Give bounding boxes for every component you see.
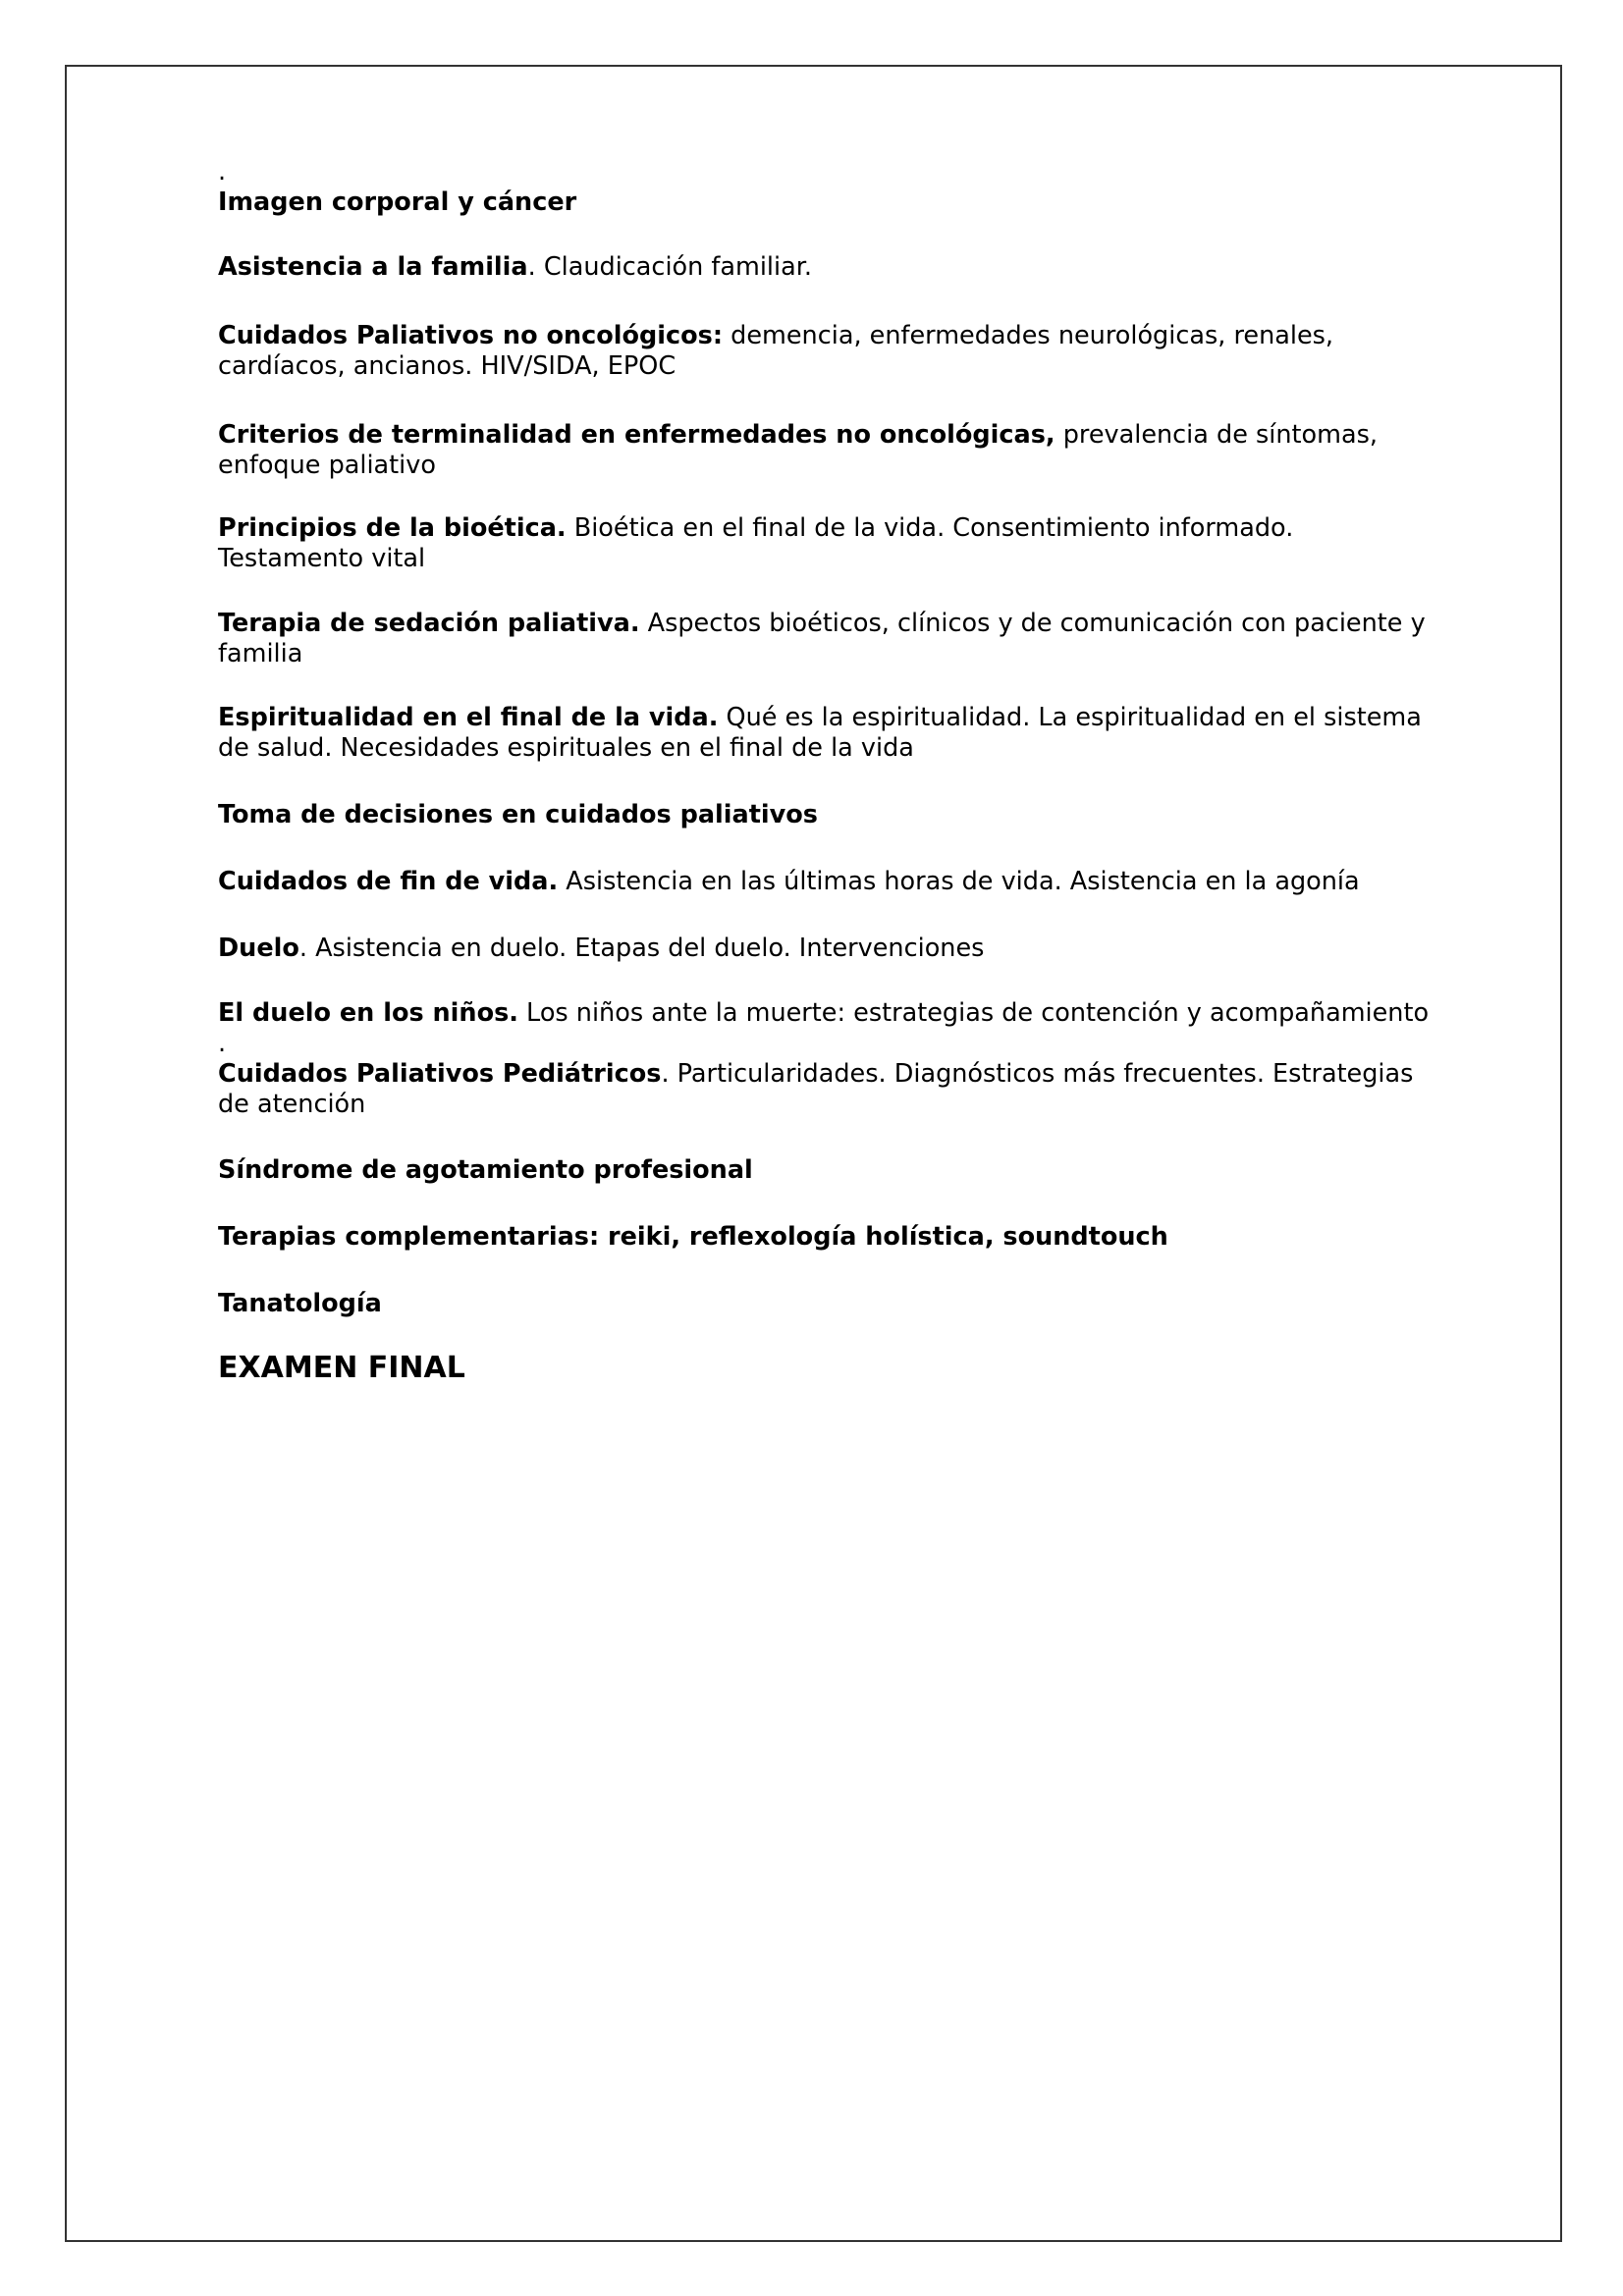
entry-principios-bioetica	[218, 513, 1435, 574]
entry-tanatologia	[218, 1289, 1435, 1319]
entry-examen-final	[218, 1352, 1435, 1385]
entry-toma-decisiones	[218, 800, 1435, 830]
entry-sedacion-paliativa	[218, 609, 1435, 669]
entry-text: Asistencia en las últimas horas de vida. Asistencia en la agonía	[558, 867, 1360, 896]
separator-dot: .	[218, 1029, 227, 1058]
separator-dot: .	[218, 157, 227, 187]
entry-agotamiento-profesional	[218, 1155, 1435, 1186]
entry-heading: Cuidados Paliativos Pediátricos	[218, 1059, 662, 1089]
document-body	[218, 157, 1435, 1385]
entry-fin-de-vida	[218, 867, 1435, 897]
entry-cuidados-no-oncologicos	[218, 321, 1435, 382]
entry-duelo-ninos	[218, 998, 1435, 1029]
entry-heading: Imagen corporal y cáncer	[218, 187, 577, 217]
entry-text: Qué es la espiritualidad. La espiritualidad en el sistema de salud. Necesidades espirituales en el final de la vida	[218, 703, 1422, 763]
entry-heading: Espiritualidad en el final de la vida.	[218, 703, 719, 732]
entry-heading: Toma de decisiones en cuidados paliativos	[218, 800, 818, 829]
entry-text: Los niños ante la muerte: estrategias de contención y acompañamiento	[517, 998, 1430, 1028]
entry-heading: Cuidados Paliativos no oncológicos:	[218, 321, 724, 350]
entry-terapias-complementarias	[218, 1222, 1435, 1253]
entry-criterios-terminalidad	[218, 420, 1435, 481]
entry-imagen-corporal	[218, 187, 1435, 218]
entry-text: . Asistencia en duelo. Etapas del duelo. Intervenciones	[298, 934, 985, 963]
entry-heading: Tanatología	[218, 1289, 382, 1318]
entry-duelo	[218, 934, 1435, 964]
entry-heading: Principios de la bioética.	[218, 513, 567, 543]
entry-heading: Criterios de terminalidad en enfermedades no oncológicas,	[218, 420, 1055, 450]
entry-heading: Terapias complementarias: reiki, reflexología holística, soundtouch	[218, 1222, 1168, 1252]
entry-text: Bioética en el final de la vida. Consentimiento informado. Testamento vital	[218, 513, 1294, 573]
entry-heading: Síndrome de agotamiento profesional	[218, 1155, 753, 1185]
entry-paliativos-pediatricos	[218, 1059, 1435, 1120]
entry-espiritualidad	[218, 703, 1435, 764]
entry-text: prevalencia de síntomas, enfoque paliativo	[218, 420, 1378, 480]
entry-heading: Asistencia a la familia	[218, 252, 528, 282]
entry-text: demencia, enfermedades neurológicas, renales, cardíacos, ancianos. HIV/SIDA, EPOC	[218, 321, 1334, 381]
entry-heading: El duelo en los niños.	[218, 998, 518, 1028]
entry-text: . Particularidades. Diagnósticos más frecuentes. Estrategias de atención	[218, 1059, 1414, 1119]
entry-text: Aspectos bioéticos, clínicos y de comunicación con paciente y familia	[218, 609, 1426, 668]
entry-asistencia-familia	[218, 252, 1435, 283]
entry-text: . Claudicación familiar.	[527, 252, 812, 282]
final-heading: EXAMEN FINAL	[218, 1351, 465, 1385]
entry-heading: Terapia de sedación paliativa.	[218, 609, 640, 638]
entry-heading: Duelo	[218, 934, 299, 963]
entry-heading: Cuidados de fin de vida.	[218, 867, 559, 896]
